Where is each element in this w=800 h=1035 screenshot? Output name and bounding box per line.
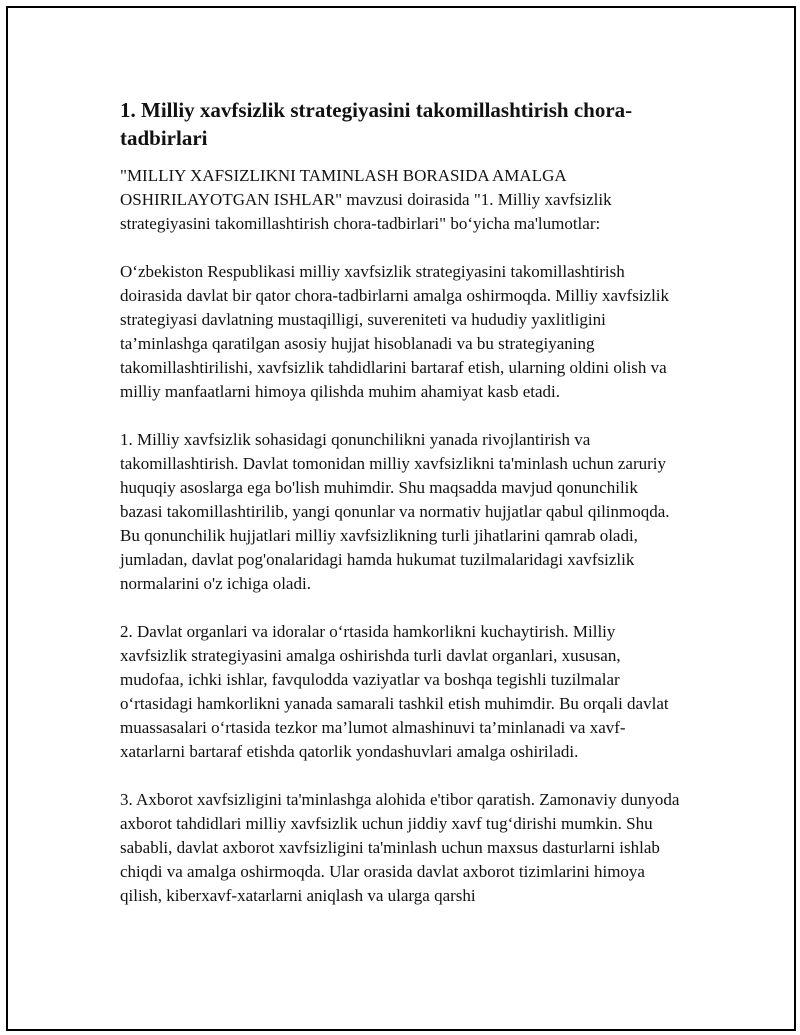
point-1-paragraph: 1. Milliy xavfsizlik sohasidagi qonunchilikni yanada rivojlantirish va takomillashtirish. Davlat tomonidan milliy xavfsizlikni ta'minlash uchun zaruriy huquqiy asoslarga ega bo'lish muhimdir. Shu maqsadda mavjud qonunchilik bazasi takomillashtirilib, yangi qonunlar va normativ hujjatlar qabul qilinmoqda. Bu qonunchilik hujjatlari milliy xavfsizlikning turli jihatlarini qamrab oladi, jumladan, davlat pog'onalaridagi hamda hukumat tuzilmalaridagi xavfsizlik normalarini o'z ichiga oladi.	[120, 430, 670, 593]
page-frame	[6, 6, 796, 1031]
point-2-paragraph: 2. Davlat organlari va idoralar o‘rtasida hamkorlikni kuchaytirish. Milliy xavfsizlik strategiyasini amalga oshirishda turli davlat organlari, xususan, mudofaa, ichki ishlar, favqulodda vaziyatlar va boshqa tegishli tuzilmalar o‘rtasidagi hamkorlikni yanada samarali tashkil etish muhimdir. Bu orqali davlat muassasalari o‘rtasida tezkor ma’lumot almashinuvi ta’minlanadi va xavf-xatarlarni bartaraf etishda qatorlik yondashuvlari amalga oshiriladi.	[120, 622, 669, 761]
point-3-paragraph: 3. Axborot xavfsizligini ta'minlashga alohida e'tibor qaratish. Zamonaviy dunyoda axborot tahdidlari milliy xavfsizlik uchun jiddiy xavf tug‘dirishi mumkin. Shu sababli, davlat axborot xavfsizligini ta'minlash uchun maxsus dasturlarni ishlab chiqdi va amalga oshirmoqda. Ular orasida davlat axborot tizimlarini himoya qilish, kiberxavf-xatarlarni aniqlash va ularga qarshi	[120, 790, 680, 905]
document-body	[120, 96, 680, 932]
intro-paragraph: "MILLIY XAFSIZLIKNI TAMINLASH BORASIDA AMALGA OSHIRILAYOTGAN ISHLAR" mavzusi doirasida "1. Milliy xavfsizlik strategiyasini takomillashtirish chora-tadbirlari" bo‘yicha ma'lumotlar:	[120, 166, 612, 233]
overview-paragraph: O‘zbekiston Respublikasi milliy xavfsizlik strategiyasini takomillashtirish doirasida davlat bir qator chora-tadbirlarni amalga oshirmoqda. Milliy xavfsizlik strategiyasi davlatning mustaqilligi, suvereniteti va hududiy yaxlitligini ta’minlashga qaratilgan asosiy hujjat hisoblanadi va bu strategiyaning takomillashtirilishi, xavfsizlik tahdidlarini bartaraf etish, ularning oldini olish va milliy manfaatlarni himoya qilishda muhim ahamiyat kasb etadi.	[120, 262, 670, 401]
section-heading: 1. Milliy xavfsizlik strategiyasini takomillashtirish chora-tadbirlari	[120, 98, 633, 150]
